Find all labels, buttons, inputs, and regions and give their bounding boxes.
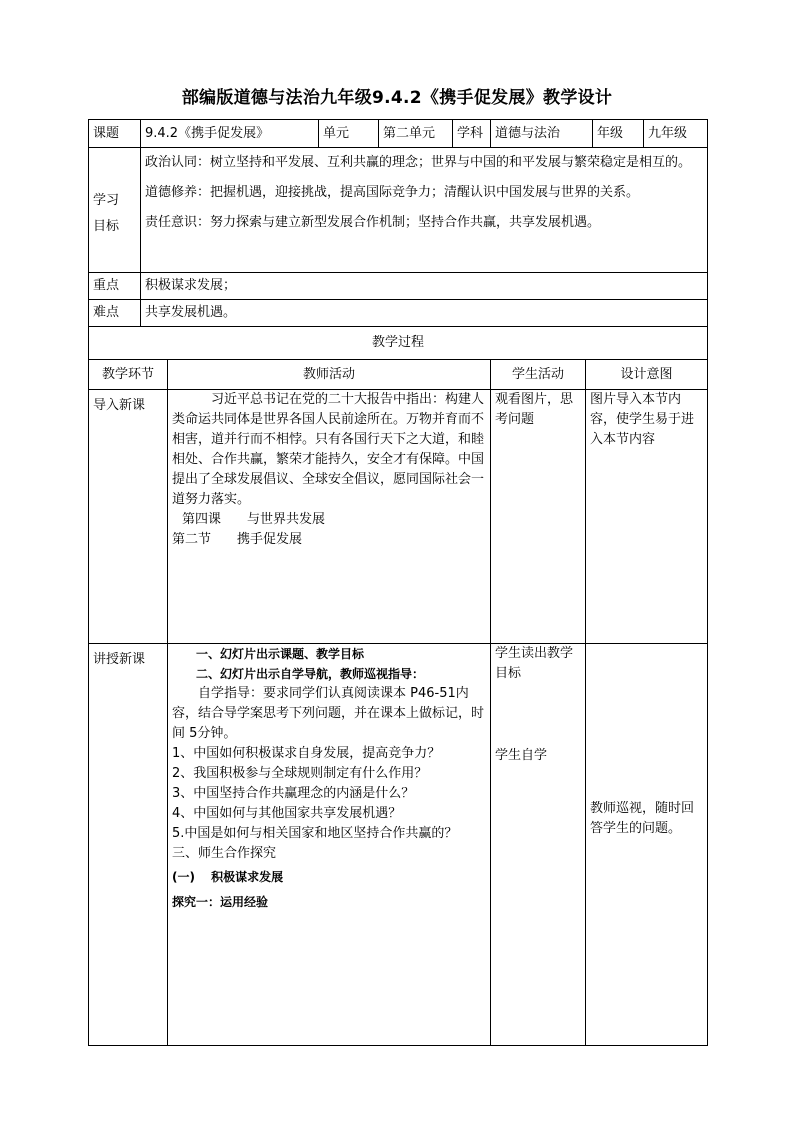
difficulty-label: 难点 bbox=[89, 300, 141, 327]
goals-label bbox=[89, 148, 141, 273]
goal-item: 政治认同：树立坚持和平发展、互利共赢的理念；世界与中国的和平发展与繁荣稳定是相互的。 bbox=[145, 155, 692, 170]
key-point-row bbox=[89, 273, 708, 300]
info-row bbox=[89, 120, 708, 148]
key-point-label: 重点 bbox=[89, 273, 141, 300]
goals-row bbox=[89, 148, 708, 273]
question-item: 5.中国是如何与相关国家和地区坚持合作共赢的？ bbox=[172, 826, 458, 841]
key-point-value: 积极谋求发展； bbox=[141, 273, 708, 300]
intro-teacher bbox=[168, 390, 491, 644]
new-lesson-stage: 讲授新课 bbox=[89, 644, 168, 1046]
question-item: 2、我国积极参与全球规则制定有什么作用？ bbox=[172, 766, 428, 781]
question-item: 4、中国如何与其他国家共享发展机遇？ bbox=[172, 806, 402, 821]
subject-label: 学科 bbox=[453, 120, 491, 148]
goal-item: 道德修养：把握机遇，迎接挑战，提高国际竞争力；清醒认识中国发展与世界的关系。 bbox=[145, 185, 640, 200]
column-header-stage: 教学环节 bbox=[89, 360, 168, 390]
intro-design: 图片导入本节内容，使学生易于进入本节内容 bbox=[586, 390, 708, 644]
step-2: 二、幻灯片出示自学导航，教师巡视指导： bbox=[196, 667, 425, 681]
student-activity-a: 学生读出教学目标 bbox=[495, 646, 574, 681]
intro-student: 观看图片，思考问题 bbox=[491, 390, 586, 644]
design-intent-b: 教师巡视，随时回答学生的问题。 bbox=[590, 801, 695, 836]
new-lesson-design bbox=[586, 644, 708, 1046]
document-title: 部编版道德与法治九年级9.4.2《携手促发展》教学设计 bbox=[181, 88, 613, 108]
step-3: 三、师生合作探究 bbox=[172, 846, 277, 861]
sub-section-1: (一) 积极谋求发展 bbox=[172, 870, 284, 884]
goals-label-line1: 学习 bbox=[93, 193, 120, 208]
intro-stage: 导入新课 bbox=[89, 390, 168, 644]
unit-label: 单元 bbox=[319, 120, 379, 148]
process-header: 教学过程 bbox=[89, 327, 708, 360]
column-header-design: 设计意图 bbox=[586, 360, 708, 390]
lesson-plan-table bbox=[88, 119, 708, 1046]
self-study-guide: 自学指导：要求同学们认真阅读课本 P46-51内容，结合导学案思考下列问题，并在课本上做标记，时间 5分钟。 bbox=[172, 686, 485, 741]
grade-value: 九年级 bbox=[644, 120, 708, 148]
process-header-row bbox=[89, 327, 708, 360]
column-header-teacher: 教师活动 bbox=[168, 360, 491, 390]
unit-value: 第二单元 bbox=[379, 120, 453, 148]
goals-content bbox=[141, 148, 708, 273]
intro-row bbox=[89, 390, 708, 644]
new-lesson-teacher bbox=[168, 644, 491, 1046]
difficulty-row bbox=[89, 300, 708, 327]
column-header-student: 学生活动 bbox=[491, 360, 586, 390]
intro-lesson-line: 第四课 与世界共发展 bbox=[182, 512, 326, 527]
grade-label: 年级 bbox=[593, 120, 644, 148]
new-lesson-row bbox=[89, 644, 708, 1046]
lesson-label: 课题 bbox=[89, 120, 141, 148]
goal-item: 责任意识：努力探索与建立新型发展合作机制；坚持合作共赢，共享发展机遇。 bbox=[145, 215, 601, 230]
difficulty-value: 共享发展机遇。 bbox=[141, 300, 708, 327]
intro-section-line: 第二节 携手促发展 bbox=[172, 532, 303, 547]
step-1: 一、幻灯片出示课题、教学目标 bbox=[196, 647, 365, 661]
lesson-value: 9.4.2《携手促发展》 bbox=[141, 120, 319, 148]
new-lesson-student bbox=[491, 644, 586, 1046]
subject-value: 道德与法治 bbox=[491, 120, 593, 148]
column-header-row bbox=[89, 360, 708, 390]
student-activity-b: 学生自学 bbox=[495, 748, 548, 763]
goals-label-line2: 目标 bbox=[93, 219, 120, 234]
explore-1: 探究一：运用经验 bbox=[172, 895, 269, 909]
intro-paragraph: 习近平总书记在党的二十大报告中指出：构建人类命运共同体是世界各国人民前途所在。万物并育而不相害，道并行而不相悖。只有各国行天下之大道，和睦相处、合作共赢，繁荣才能持久，安全才有保障。中国提出了全球发展倡议、全球安全倡议，愿同国际社会一道努力落实。 bbox=[172, 392, 485, 507]
question-item: 1、中国如何积极谋求自身发展，提高竞争力？ bbox=[172, 746, 441, 761]
question-item: 3、中国坚持合作共赢理念的内涵是什么？ bbox=[172, 786, 415, 801]
